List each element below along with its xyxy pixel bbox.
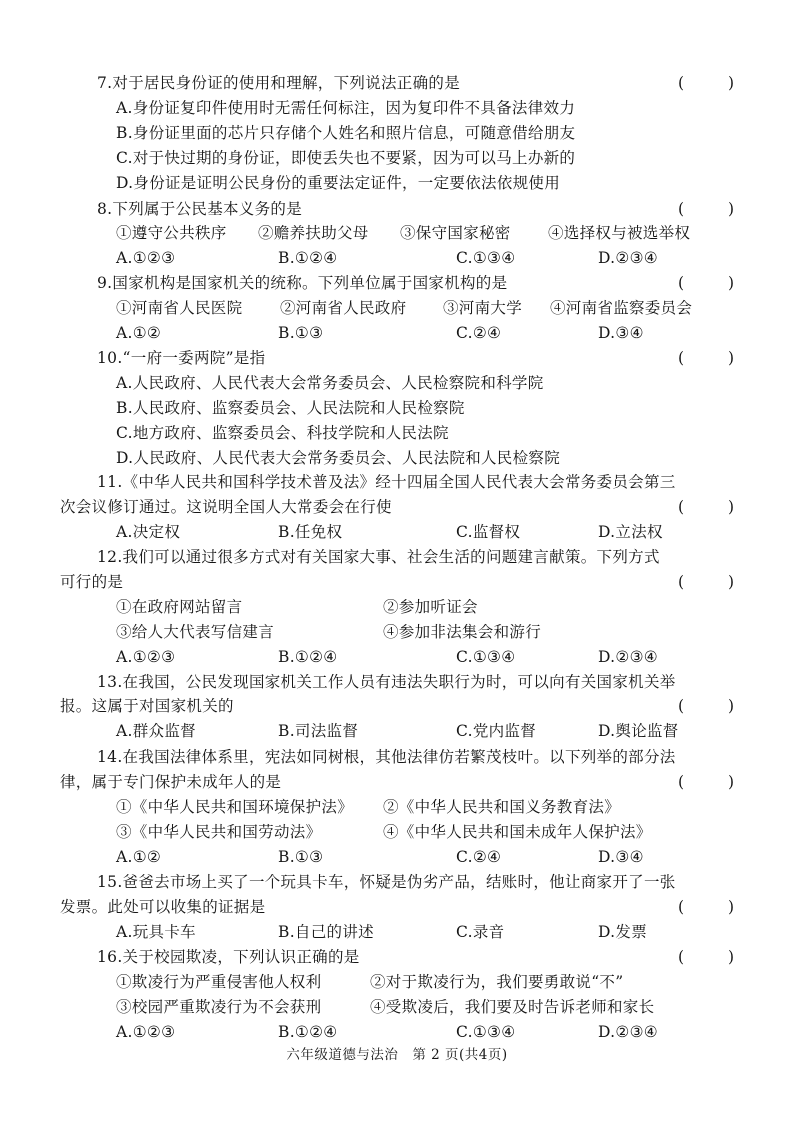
q11-option-c: C.监督权 [456,523,521,541]
q8-item-1: ①遵守公共秩序 [116,224,227,242]
q14-stem-line2: 律，属于专门保护未成年人的是 [60,773,282,791]
q9-stem: 9.国家机构是国家机关的统称。下列单位属于国家机构的是 [97,274,508,292]
q13-stem-line1: 13.在我国，公民发现国家机关工作人员有违法失职行为时，可以向有关国家机关举 [97,673,676,691]
q14-item-2: ②《中华人民共和国义务教育法》 [383,798,621,816]
q12-item-2: ②参加听证会 [383,598,478,616]
q16-option-a: A.①②③ [116,1023,176,1041]
q9-option-b: B.①③ [278,324,324,342]
q12-option-a: A.①②③ [116,648,176,666]
q12-option-c: C.①③④ [456,648,516,666]
q12-option-d: D.②③④ [598,648,658,666]
q15-stem-line2: 发票。此处可以收集的证据是 [60,898,266,916]
q14-item-1: ①《中华人民共和国环境保护法》 [116,798,354,816]
q12-item-4: ④参加非法集会和游行 [383,623,542,641]
q11-stem-line1: 11.《中华人民共和国科学技术普及法》经十四届全国人民代表大会常务委员会第三 [97,473,676,491]
q13-stem-line2: 报。这属于对国家机关的 [60,697,234,715]
q7-option-d: D.身份证是证明公民身份的重要法定证件，一定要依法依规使用 [116,174,561,192]
q12-option-b: B.①②④ [278,648,338,666]
q12-stem-line1: 12.我们可以通过很多方式对有关国家大事、社会生活的问题建言献策。下列方式 [97,548,660,566]
q16-option-d: D.②③④ [598,1023,658,1041]
q11-stem-line2: 次会议修订通过。这说明全国人大常委会在行使 [60,498,392,516]
q8-option-b: B.①②④ [278,249,338,267]
q14-option-b: B.①③ [278,848,324,866]
q7-stem: 7.对于居民身份证的使用和理解，下列说法正确的是 [97,74,460,92]
q16-item-2: ②对于欺凌行为，我们要勇敢说“不” [370,973,624,991]
q14-option-d: D.③④ [598,848,644,866]
q8-option-a: A.①②③ [116,249,176,267]
q10-option-a: A.人民政府、人民代表大会常务委员会、人民检察院和科学院 [116,374,544,392]
q13-option-a: A.群众监督 [116,722,196,740]
q8-item-4: ④选择权与被选举权 [548,224,691,242]
q8-item-3: ③保守国家秘密 [400,224,511,242]
q8-option-c: C.①③④ [456,249,516,267]
q15-option-d: D.发票 [598,923,648,941]
q12-item-1: ①在政府网站留言 [116,598,243,616]
q15-option-c: C.录音 [456,923,505,941]
q14-stem-line1: 14.在我国法律体系里，宪法如同树根，其他法律仿若繁茂枝叶。以下列举的部分法 [97,748,676,766]
q12-stem-line2: 可行的是 [60,573,124,591]
q10-option-d: D.人民政府、人民代表大会常务委员会、人民法院和人民检察院 [116,449,561,467]
q10-option-b: B.人民政府、监察委员会、人民法院和人民检察院 [116,399,465,417]
q16-item-3: ③校园严重欺凌行为不会获刑 [116,998,322,1016]
q7-option-c: C.对于快过期的身份证，即使丢失也不要紧，因为可以马上办新的 [116,149,576,167]
q10-option-c: C.地方政府、监察委员会、科技学院和人民法院 [116,424,449,442]
q9-item-3: ③河南大学 [443,299,523,317]
q15-option-a: A.玩具卡车 [116,923,196,941]
page-footer: 六年级道德与法治 第 2 页(共4页) [286,1047,508,1063]
q9-option-c: C.②④ [456,324,502,342]
q14-item-4: ④《中华人民共和国未成年人保护法》 [383,823,652,841]
q8-option-d: D.②③④ [598,249,658,267]
q7-option-b: B.身份证里面的芯片只存储个人姓名和照片信息，可随意借给朋友 [116,124,576,142]
q11-option-a: A.决定权 [116,523,181,541]
q16-option-b: B.①②④ [278,1023,338,1041]
q9-item-4: ④河南省监察委员会 [550,299,693,317]
q8-stem: 8.下列属于公民基本义务的是 [97,200,302,218]
q12-item-3: ③给人大代表写信建言 [116,623,275,641]
q9-option-a: A.①② [116,324,162,342]
q15-stem-line1: 15.爸爸去市场上买了一个玩具卡车，怀疑是伪劣产品，结账时，他让商家开了一张 [97,873,676,891]
q11-option-b: B.任免权 [278,523,343,541]
q11-option-d: D.立法权 [598,523,663,541]
q16-option-c: C.①③④ [456,1023,516,1041]
q13-option-b: B.司法监督 [278,722,359,740]
q14-option-c: C.②④ [456,848,502,866]
q14-option-a: A.①② [116,848,162,866]
q16-item-4: ④受欺凌后，我们要及时告诉老师和家长 [370,998,655,1016]
q15-option-b: B.自己的讲述 [278,923,374,941]
q13-option-d: D.舆论监督 [598,722,679,740]
q7-option-a: A.身份证复印件使用时无需任何标注，因为复印件不具备法律效力 [116,99,576,117]
exam-page: 7.对于居民身份证的使用和理解，下列说法正确的是 ( ) A.身份证复印件使用时无需任何标注，因为复印件不具备法律效力 B.身份证里面的芯片只存储个人姓名和照片信息，可随意借给朋友 C.对于快过期的身份证，即使丢失也不要紧，因为可以马上办新的 D.身份证是证明公民身份的重要法定证件，一定要依法依规使用 8.下列属于公民基本义务的是 ( ) ①遵守公共秩序 ②赡养扶助父母 ③保守国家秘密 ④选择权与被选举权 A.①②③ B.①②④ C.①③④ D.②③④ 9.国家机构是国家机关的统称。下列单位属于国家机构的是 ( ) ①河南省人民医院 ②河南省人民政府 ③河南大学 ④河南省监察委员会 A.①② B.①③ C.②④ D.③④ 10.“一府一委两院”是指 ( ) A.人民政府、人民代表大会常务委员会、人民检察院和科学院 B.人民政府、监察委员会、人民法院和人民检察院 C.地方政府、监察委员会、科技学院和人民法院 D.人民政府、人民代表大会常务委员会、人民法院和人民检察院 11.《中华人民共和国科学技术普及法》经十四届全国人民代表大会常务委员会第三 次会议修订通过。这说明全国人大常委会在行使 ( ) A.决定权 B.任免权 C.监督权 D.立法权 12.我们可以通过很多方式对有关国家大事、社会生活的问题建言献策。下列方式 可行的是 ( ) ①在政府网站留言 ②参加听证会 ③给人大代表写信建言 ④参加非法集会和游行 A.①②③ B.①②④ C.①③④ D.②③④ 13.在我国，公民发现国家机关工作人员有违法失职行为时，可以向有关国家机关举 报。这属于对国家机关的 ( ) A.群众监督 B.司法监督 C.党内监督 D.舆论监督 14.在我国法律体系里，宪法如同树根，其他法律仿若繁茂枝叶。以下列举的部分法 律，属于专门保护未成年人的是 ( ) ①《中华人民共和国环境保护法》 ②《中华人民共和国义务教育法》 ③《中华人民共和国劳动法》 ④《中华人民共和国未成年人保护法》 A.①② B.①③ C.②④ D.③④ 15.爸爸去市场上买了一个玩具卡车，怀疑是伪劣产品，结账时，他让商家开了一张 发票。此处可以收集的证据是 ( ) A.玩具卡车 B.自己的讲述 C.录音 D.发票 16.关于校园欺凌，下列认识正确的是 ( ) ①欺凌行为严重侵害他人权利 ②对于欺凌行为，我们要勇敢说“不” ③校园严重欺凌行为不会获刑 ④受欺凌后，我们要及时告诉老师和家长 A.①②③ B.①②④ C.①③④ D.②③④ 六年级道德与法治 第 2 页(共4页) [0,0,794,1125]
q13-option-c: C.党内监督 [456,722,537,740]
q9-item-1: ①河南省人民医院 [116,299,243,317]
q16-item-1: ①欺凌行为严重侵害他人权利 [116,973,322,991]
q16-stem: 16.关于校园欺凌，下列认识正确的是 [97,948,360,966]
q8-item-2: ②赡养扶助父母 [258,224,369,242]
q9-item-2: ②河南省人民政府 [280,299,407,317]
q14-item-3: ③《中华人民共和国劳动法》 [116,823,322,841]
q9-option-d: D.③④ [598,324,644,342]
q10-stem: 10.“一府一委两院”是指 [97,349,266,367]
